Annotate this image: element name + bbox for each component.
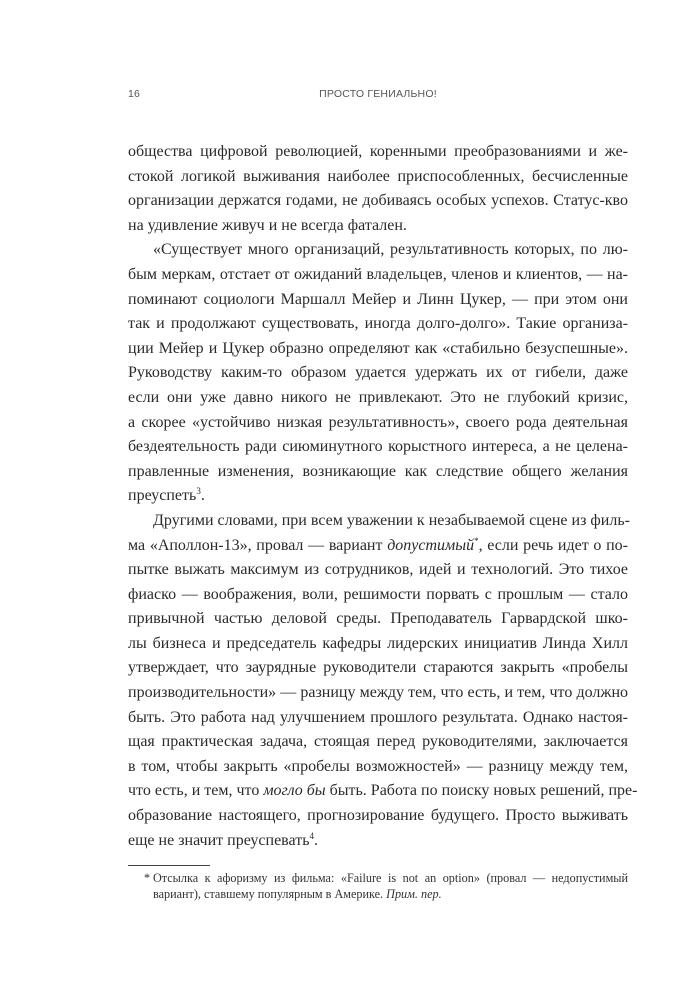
paragraph (128, 509, 638, 853)
text-run: еще не значит преуспевать (128, 831, 310, 849)
footnote-line (144, 870, 628, 886)
text-line (128, 632, 628, 657)
running-title: ПРОСТО ГЕНИАЛЬНО! (319, 88, 437, 100)
text-line (128, 288, 628, 313)
text-run: организации держатся годами, не добиваясь особых успехов. Статус-кво (128, 192, 628, 210)
text-run: общества цифровой революцией, коренными преобразованиями и же- (128, 143, 628, 160)
text-line (128, 534, 628, 559)
text-run: щая практическая задача, стоящая перед руководителями, заключается (128, 733, 628, 751)
text-run: что есть, и тем, что (128, 782, 264, 800)
text-line (128, 484, 628, 509)
text-run: Отсылка к афоризму из фильма: «Failure is not an option» (провал — недопустимый (153, 871, 628, 885)
text-run: образование настоящего, прогнозирование будущего. Просто выживать (128, 807, 628, 825)
text-line (128, 804, 628, 829)
text-run: бездеятельность ради сиюминутного корыстного интереса, а не целена- (128, 438, 628, 456)
text-run: , если речь идет о по- (478, 536, 628, 554)
italic-text: Прим. пер. (386, 887, 442, 901)
text-run: «Существует много организаций, результативность которых, по лю- (153, 241, 628, 259)
text-run: в том, чтобы закрыть «пробелы возможностей» — разницу между тем, (128, 757, 628, 775)
text-run: ма «Аполлон-13», провал — вариант (128, 536, 388, 554)
text-line (128, 779, 638, 804)
text-run: так и продолжают существовать, иногда долго-долго». Такие организа- (128, 315, 628, 333)
footnote-divider (128, 865, 210, 866)
text-run: фиаско — воображения, воли, решимости порвать с прошлым — стало (128, 585, 628, 603)
text-line (128, 337, 628, 362)
text-line (128, 263, 628, 288)
text-run: преуспеть (128, 487, 197, 505)
text-line (128, 730, 628, 755)
text-run: пытке выжать максимум из сотрудников, идей и технологий. Это тихое (128, 561, 628, 579)
text-run: быть. Это работа над улучшением прошлого результата. Однако настоя- (128, 708, 628, 726)
text-run: утверждает, что заурядные руководители стараются закрыть «пробелы (128, 659, 628, 677)
text-run: лы бизнеса и председатель кафедры лидерских инициатив Линда Хилл (128, 634, 628, 652)
text-line (128, 755, 628, 780)
text-run: . (200, 487, 205, 505)
text-run: привычной частью деловой среды. Преподаватель Гарвардской шко- (128, 610, 628, 628)
text-run: правленные изменения, возникающие как следствие общего желания (128, 462, 628, 480)
text-run: если они уже давно никого не привлекают. Это не глубокий кризис, (128, 388, 628, 406)
paragraph (128, 140, 628, 238)
text-line (128, 435, 628, 460)
footnote-ref: 4 (309, 830, 314, 841)
text-line (128, 140, 628, 165)
text-run: вариант), ставшему популярным в Америке. (153, 887, 387, 901)
text-line (128, 312, 628, 337)
text-line (128, 583, 628, 608)
text-run: Руководству каким-то образом удается удержать их от гибели, даже (128, 364, 628, 382)
text-line (128, 509, 628, 534)
text-run: бым меркам, отстает от ожиданий владельцев, членов и клиентов, — на- (128, 265, 628, 283)
text-run: поминают социологи Маршалл Мейер и Линн Цукер, — при этом они (128, 290, 628, 308)
text-line (128, 386, 628, 411)
body-text (128, 140, 638, 853)
text-line (128, 829, 628, 854)
text-run: стокой логикой выживания наиболее приспособленных, бесчисленные (128, 167, 628, 185)
text-run: быть. Работа по поиску новых решений, пре- (325, 782, 638, 800)
text-line (128, 214, 628, 239)
text-line (128, 681, 628, 706)
text-line (128, 558, 628, 583)
text-line (128, 411, 628, 436)
footnote-line (144, 886, 628, 902)
text-line (128, 460, 628, 485)
footnote-mark: * (144, 871, 151, 885)
footnote (144, 870, 628, 902)
text-line (128, 238, 628, 263)
text-line (128, 656, 628, 681)
text-run: а скорее «устойчиво низкая результативность», своего рода деятельная (128, 413, 628, 431)
text-line (128, 189, 628, 214)
paragraph (128, 238, 628, 509)
footnote-ref: 3 (196, 486, 201, 497)
text-run: . (313, 831, 318, 849)
text-line (128, 706, 628, 731)
text-run: производительности» — разницу между тем, что есть, и тем, что должно (128, 684, 628, 702)
italic-text: могло бы (263, 782, 326, 800)
footnote-ref: * (474, 535, 479, 546)
text-line (128, 607, 628, 632)
text-run: на удивление живуч и не всегда фатален. (128, 216, 407, 234)
page-number: 16 (128, 88, 141, 100)
text-line (128, 165, 628, 190)
text-run: Другими словами, при всем уважении к незабываемой сцене из филь- (153, 511, 630, 529)
text-line (128, 361, 628, 386)
text-run: ции Мейер и Цукер образно определяют как «стабильно безуспешные». (128, 339, 628, 357)
italic-text: допустимый (387, 536, 475, 554)
